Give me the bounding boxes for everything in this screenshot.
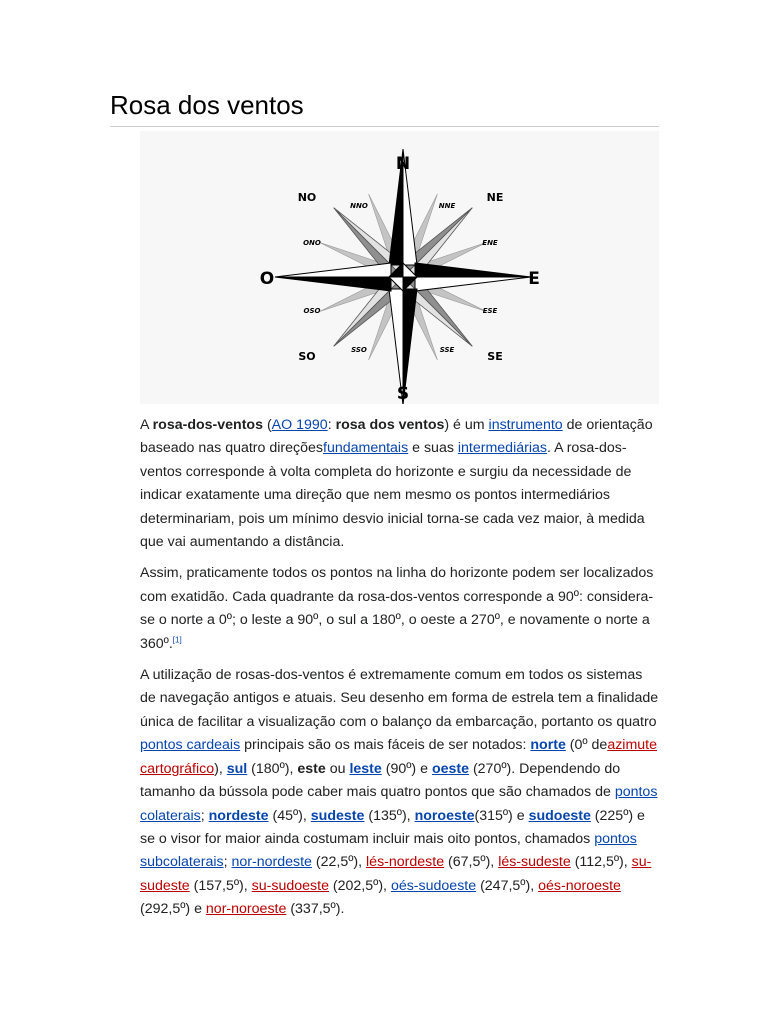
link-nor-nordeste[interactable]: nor-nordeste xyxy=(231,854,312,871)
text: ; xyxy=(223,854,232,871)
label-nne: NNE xyxy=(438,202,456,210)
link-pontos-cardeais[interactable]: pontos cardeais xyxy=(140,737,241,754)
link-sudeste[interactable]: sudeste xyxy=(310,807,365,824)
label-oso: OSO xyxy=(303,307,321,315)
paragraph-2 xyxy=(140,562,662,656)
link-nordeste[interactable]: nordeste xyxy=(208,807,269,824)
text: Assim, praticamente todos os pontos na linha do horizonte podem ser localizados com exatidão. Cada quadrante da rosa-dos-ventos corresponde a 90º: considera-se o norte a 0º; o leste a 90º, o sul a 180º, o oeste a 270º, e novamente o norte a 360º. xyxy=(140,565,654,652)
text: (225º) e se o visor for maior ainda costumam incluir mais oito pontos, chamados xyxy=(140,807,645,847)
label-no: NO xyxy=(297,191,317,204)
link-ao-1990[interactable]: AO 1990 xyxy=(271,417,328,433)
label-ene: ENE xyxy=(482,239,498,247)
text: (315º) e xyxy=(474,807,529,824)
link-oes-sudoeste[interactable]: oés-sudoeste xyxy=(390,877,477,894)
link-instrumento[interactable]: instrumento xyxy=(488,417,563,433)
text: (112,5º), xyxy=(570,854,632,871)
reference-1[interactable]: [1] xyxy=(172,634,182,644)
compass-rose-image xyxy=(140,131,659,404)
link-sul[interactable]: sul xyxy=(226,760,248,777)
label-e: E xyxy=(528,269,540,289)
label-sso: SSO xyxy=(351,346,367,354)
text: ; xyxy=(200,807,209,824)
link-les-sudeste[interactable]: lés-sudeste xyxy=(498,854,571,871)
text: e suas xyxy=(408,440,458,457)
label-ono: ONO xyxy=(303,239,321,247)
link-fundamentais[interactable]: fundamentais xyxy=(323,440,409,457)
text: ), xyxy=(214,760,227,777)
link-intermediarias[interactable]: intermediárias xyxy=(457,440,547,457)
label-sse: SSE xyxy=(439,346,455,354)
link-norte[interactable]: norte xyxy=(530,737,566,754)
link-su-sudeste[interactable]: su-sudeste xyxy=(140,854,652,894)
text: (0º de xyxy=(565,737,608,754)
label-ne: NE xyxy=(486,191,504,204)
text: (135º), xyxy=(364,807,415,824)
link-nor-noroeste[interactable]: nor-noroeste xyxy=(205,901,287,918)
text: ou xyxy=(325,760,350,777)
page-title: Rosa dos ventos xyxy=(110,90,304,120)
term-este: este xyxy=(297,760,326,777)
label-s: S xyxy=(396,384,410,404)
article-body xyxy=(140,414,662,930)
label-n: N xyxy=(395,154,411,174)
paragraph-1 xyxy=(140,414,662,554)
text: (67,5º), xyxy=(444,854,499,871)
text: (292,5º) e xyxy=(140,901,206,918)
text: (247,5º), xyxy=(476,877,539,894)
link-su-sudoeste[interactable]: su-sudoeste xyxy=(251,877,329,894)
link-oes-noroeste[interactable]: oés-noroeste xyxy=(538,877,621,894)
text: : xyxy=(327,417,336,433)
label-se: SE xyxy=(487,350,503,363)
text: ) é um xyxy=(444,417,489,433)
link-pontos-subcolaterais[interactable]: pontos subcolaterais xyxy=(140,830,637,871)
title-divider xyxy=(110,126,659,127)
term-rosa-dos-ventos-alt: rosa dos ventos xyxy=(335,417,445,433)
label-o: O xyxy=(259,269,275,289)
text: (90º) e xyxy=(381,760,432,777)
link-leste[interactable]: leste xyxy=(349,760,382,777)
text: (180º), xyxy=(247,760,298,777)
link-oeste[interactable]: oeste xyxy=(431,760,469,777)
text: . A rosa-dos-ventos corresponde à volta completa do horizonte e surgiu da necessidade de indicar exatamente uma direção que nem mesmo os pontos intermediários determinariam, pois um mínimo desvio inicial torna-se cada vez maior, à medida que vai aumentando a distância. xyxy=(140,440,645,551)
text: (22,5º), xyxy=(311,854,367,871)
text: (337,5º). xyxy=(286,901,345,918)
link-noroeste[interactable]: noroeste xyxy=(414,807,475,824)
link-les-nordeste[interactable]: lés-nordeste xyxy=(366,854,445,871)
term-rosa-dos-ventos: rosa-dos-ventos xyxy=(152,417,263,433)
text: A utilização de rosas-dos-ventos é extremamente comum em todos os sistemas de navegação antigos e atuais. Seu desenho em forma de estrela tem a finalidade única de facilitar a visualização com o balanço da embarcação, portanto os quatro xyxy=(140,667,659,730)
text: A xyxy=(140,417,153,433)
link-azimute-cartografico[interactable]: azimute cartográfico xyxy=(140,737,657,777)
text: de orientação baseado nas quatro direções xyxy=(140,417,653,457)
label-ese: ESE xyxy=(482,307,498,315)
text: ( xyxy=(263,417,272,433)
text: principais são os mais fáceis de ser notados: xyxy=(240,737,531,754)
link-sudoeste[interactable]: sudoeste xyxy=(528,807,591,824)
label-nno: NNO xyxy=(350,202,368,210)
label-so: SO xyxy=(298,350,316,363)
text: (270º). Dependendo do tamanho da bússola pode caber mais quatro pontos que são chamados de xyxy=(140,760,621,801)
text: (157,5º), xyxy=(189,877,252,894)
compass-rose-figure xyxy=(140,131,659,404)
text: (202,5º), xyxy=(328,877,391,894)
paragraph-3 xyxy=(140,664,662,921)
link-pontos-colaterais[interactable]: pontos colaterais xyxy=(140,784,658,824)
text: (45º), xyxy=(268,807,311,824)
